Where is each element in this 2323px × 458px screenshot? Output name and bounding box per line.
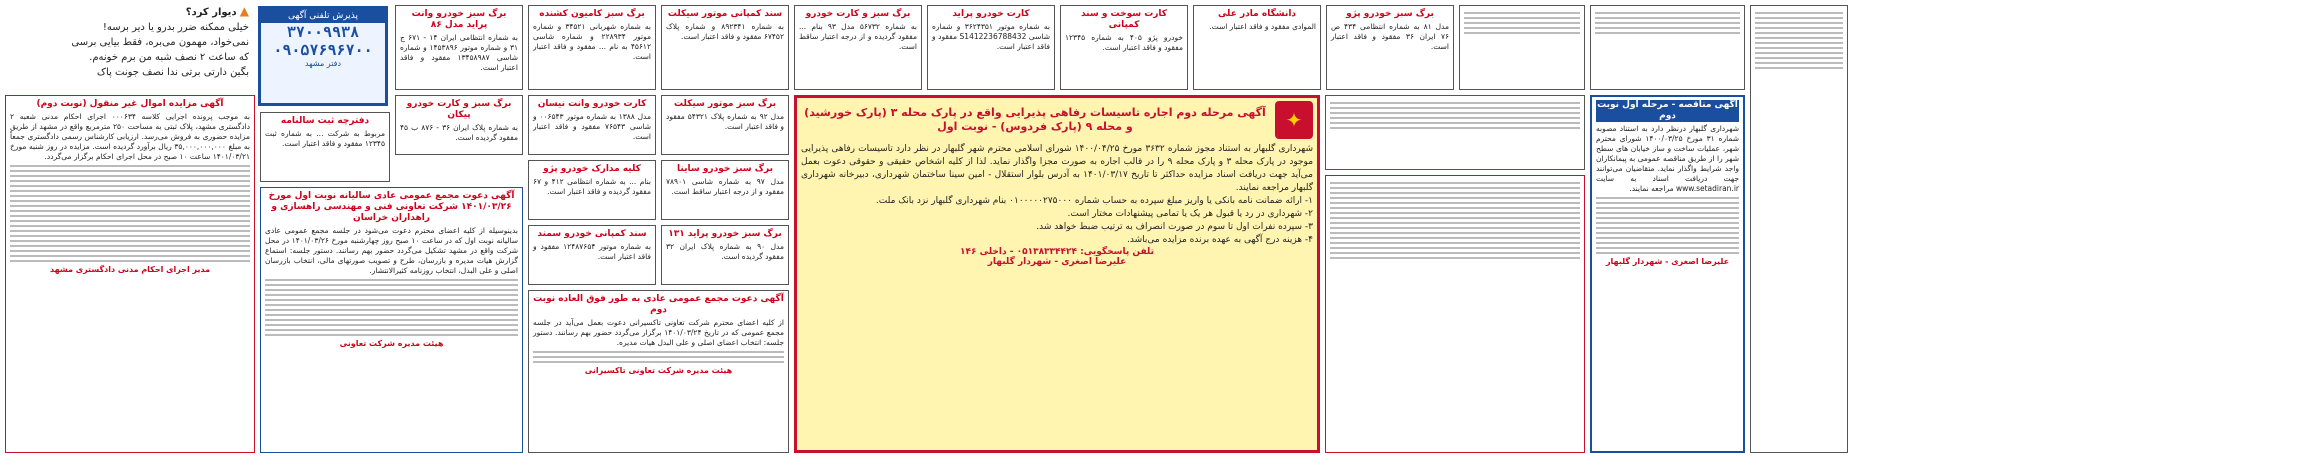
ad-title: برگ سبز و کارت خودرو	[805, 9, 911, 19]
promo-box	[0, 0, 255, 90]
classified-ad	[1459, 5, 1585, 90]
ad-title: برگ سبز خودرو وانت پراید مدل ۸۶	[411, 9, 507, 30]
assembly-invitation	[260, 187, 523, 453]
classified-ad	[661, 95, 789, 155]
main-tender-condition: ۱- ارائه ضمانت نامه بانکی یا واریز مبلغ سپرده به حساب شماره ۰۱۰۰۰۰۰۲۷۵۰۰۰ بنام شهرداری گلبهار نزد بانک ملت.	[875, 196, 1313, 206]
main-tender-condition: ۳- سپرده نفرات اول تا سوم در صورت انصراف به ترتیب ضبط خواهد شد.	[1036, 222, 1313, 232]
callbox-sub: دفتر مشهد	[304, 59, 342, 68]
ad-body: مدل ۸۱ به شماره انتظامی ۴۳۴ ص ۷۶ ایران ۳۶ مفقود و فاقد اعتبار است.	[1331, 22, 1450, 51]
classified-ad	[1060, 5, 1188, 90]
phone-number: ۳۷۰۰۹۹۳۸	[286, 23, 360, 41]
ad-body: به شماره ۵۶۷۳۲ مدل ۹۳ بنام ... مفقود گردیده و از درجه اعتبار ساقط است.	[799, 22, 917, 51]
assembly2-signature: هیئت مدیره شرکت تعاونی تاکسیرانی	[584, 366, 733, 375]
classified-ad	[528, 225, 656, 285]
classified-ad	[395, 95, 523, 155]
ad-title: کلیه مدارک خودرو پژو	[543, 164, 641, 174]
classified-ad	[395, 5, 523, 90]
promo-line: بگین دارتی برتی ندا نصف جونت پاک	[97, 67, 249, 78]
main-tender-body: شهرداری گلبهار به استناد مجوز شماره ۳۶۳۲ مورخ ۱۴۰۰/۰۴/۲۵ شورای اسلامی محترم شهر گلبهار در نظر دارد تاسیسات رفاهی پذیرایی موجود در پارک محله ۳ و پارک محله ۹ را در قالب اجاره به صورت مجزا واگذار نماید. لذا از کلیه اشخاص حقیقی و حقوقی دعوت بعمل می‌آید جهت دریافت اسناد مزایده حداکثر تا تاریخ ۱۴۰۱/۰۳/۱۷ به آدرس بلوار استقلال - امین سینا ساختمان شهرداری، دبیرخانه شهرداری گلبهار مراجعه نمایند.	[801, 144, 1314, 193]
main-tender-signature: علیرضا اصغری - شهردار گلبهار	[987, 257, 1127, 267]
promo-line: نمی‌خواد، مهمون می‌بره، فقط بیایی برسی	[71, 37, 249, 48]
main-tender-condition: ۴- هزینه درج آگهی به عهده برنده مزایده می‌باشد.	[1127, 235, 1313, 245]
callbox-title: پذیرش تلفنی آگهی	[261, 9, 385, 23]
promo-line: خیلی ممکنه ضرر بدرو یا دیر برسه!	[102, 22, 249, 33]
classified-ad	[661, 225, 789, 285]
note-icon: ▲	[239, 4, 249, 18]
classified-ad	[528, 5, 656, 90]
right-tender-body: شهرداری گلبهار درنظر دارد به استناد مصوبه شماره ۳۱ مورخ ۱۴۰۰/۰۳/۲۵ شورای محترم شهر، عملیات ساخت و ساز خیابان های سطح شهر را از طریق مناقصه عمومی به پیمانکاران واجد شرایط واگذار نماید. متقاضیان می‌توانند جهت دریافت اسناد به سایت www.setadiran.ir مراجعه نمایند.	[1596, 124, 1740, 193]
assembly-title: آگهی دعوت مجمع عمومی عادی سالیانه نوبت اول مورخ ۱۴۰۱/۰۳/۲۶ شرکت تعاونی فنی و مهندسی راهسازی و راهداران خراسان	[268, 191, 515, 223]
ad-body: مدل ۹۲ به شماره پلاک ۵۴۳۲۱ مفقود و فاقد اعتبار است.	[666, 112, 784, 131]
assembly-body: بدینوسیله از کلیه اعضای محترم دعوت می‌شود در جلسه مجمع عمومی عادی سالیانه نوبت اول که در ساعت ۱۰ صبح روز چهارشنبه مورخ ۱۴۰۱/۰۳/۲۶ در محل شرکت واقع در مشهد تشکیل می‌گردد حضور بهم رسانند. دستور جلسه: استماع گزارش هیات مدیره و بازرسان، طرح و تصویب صورتهای مالی، انتخاب بازرسان اصلی و علی البدل، انتخاب روزنامه کثیرالانتشار.	[265, 226, 518, 275]
assembly-signature: هیئت مدیره شرکت تعاونی	[339, 339, 444, 348]
ad-body: مدل ۱۳۸۸ به شماره موتور ۰۰۶۵۴۳ و شاسی ۷۶۵۴۳ مفقود و فاقد اعتبار است.	[533, 112, 652, 141]
classified-ad	[1326, 5, 1454, 90]
right-tender	[1590, 95, 1745, 453]
main-tender-title: آگهی مرحله دوم اجاره تاسیسات رفاهی پذیرایی واقع در پارک محله ۳ (پارک خورشید) و محله ۹ (پارک فردوس) - نوبت اول	[804, 106, 1266, 133]
ad-body: به شماره ۸۹۲۳۴۱ و شماره پلاک ۶۷۴۵۲ مفقود و فاقد اعتبار است.	[666, 22, 784, 41]
ad-body: مدل ۹۷ به شماره شاسی ۷۸۹۰۱ مفقود و از درجه اعتبار ساقط است.	[666, 177, 784, 196]
classified-ad	[1193, 5, 1321, 90]
ad-body: به شماره پلاک ایران ۳۶ - ۸۷۶ ب ۴۵ مفقود گردیده است.	[400, 123, 518, 142]
ad-body: به شماره انتظامی ایران ۱۴ - ۶۷۱ ج ۳۱ و شماره موتور ۱۴۵۳۸۹۶ و شماره شاسی ۱۳۴۵۸۹۸۷ مفقود و فاقد اعتبار است.	[400, 33, 518, 72]
classified-ad	[1750, 5, 1848, 453]
assembly2-title: آگهی دعوت مجمع عمومی عادی به طور فوق العاده نوبت دوم	[533, 294, 784, 315]
classified-ad	[1325, 175, 1585, 453]
ad-title: برگ سبز و کارت خودرو پیکان	[406, 99, 512, 120]
ad-title: کارت خودرو وانت نیسان	[537, 99, 647, 109]
ad-phone-box	[258, 6, 388, 106]
ad-body: به شماره موتور ۳۶۲۴۳۵۱ و شماره شاسی S1412236788432 مفقود و فاقد اعتبار است.	[932, 22, 1050, 51]
classified-ad	[260, 112, 390, 182]
classified-ad	[661, 160, 789, 220]
ad-title: برگ سبز خودرو پراید ۱۳۱	[668, 229, 782, 239]
main-tender-phone: تلفن پاسخگویی: ۰۵۱۳۸۳۳۴۴۲۴ - داخلی ۱۴۶	[960, 247, 1154, 257]
legal-notice-body: به موجب پرونده اجرایی کلاسه ۰۰۰۶۳۴ اجرای احکام مدنی شعبه ۲ دادگستری مشهد، پلاک ثبتی به مساحت ۲۵۰ مترمربع واقع در مشهد از طریق مزایده حضوری به فروش می‌رسد. ارزیابی کارشناس رسمی دادگستری جمعاً به مبلغ ۳۵,۰۰۰,۰۰۰,۰۰۰ ریال برآورد گردیده است. مزایده در روز شنبه مورخ ۱۴۰۱/۰۳/۲۱ ساعت ۱۰ صبح در محل اجرای احکام برگزار می‌گردد.	[10, 112, 250, 161]
blank-margin	[1853, 0, 2323, 458]
promo-title: دیوار کرد؟	[185, 7, 237, 18]
ad-title: برگ سبز خودرو پژو	[1346, 9, 1434, 19]
legal-notice-signature: مدیر اجرای احکام مدنی دادگستری مشهد	[49, 265, 211, 274]
right-tender-signature: علیرضا اصغری - شهردار گلبهار	[1605, 257, 1730, 266]
classified-ad	[661, 5, 789, 90]
legal-notice-title: آگهی مزایده اموال غیر منقول (نوبت دوم)	[36, 99, 224, 109]
legal-notice	[5, 95, 255, 453]
ad-body: بنام ... به شماره انتظامی ۴۱۲ و ۶۷ مفقود گردیده و فاقد اعتبار است.	[533, 177, 652, 196]
right-tender-title: آگهی مناقصه - مرحله اول نوبت دوم	[1597, 100, 1738, 121]
ad-title: سند کمپانی خودرو سمند	[537, 229, 647, 239]
ad-title: برگ سبز کامیون کشنده	[539, 9, 645, 19]
assembly-invitation-2	[528, 290, 789, 453]
municipality-logo-icon: ✦	[1275, 101, 1313, 139]
ad-title: کارت سوخت و سند کمپانی	[1080, 9, 1168, 30]
ad-body: به شماره موتور ۱۲۴۸۷۶۵۴ مفقود و فاقد اعتبار است.	[533, 242, 651, 261]
classified-ad	[528, 160, 656, 220]
phone-number-mobile: ۰۹۰۵۷۶۹۶۷۰۰	[273, 41, 373, 59]
classified-ad	[1590, 5, 1745, 90]
ad-title: برگ سبز خودرو ساینا	[677, 164, 773, 174]
ad-body: مدل ۹۰ به شماره پلاک ایران ۳۲ مفقود گردیده است.	[666, 242, 784, 261]
assembly2-body: از کلیه اعضای محترم شرکت تعاونی تاکسیرانی دعوت بعمل می‌آید در جلسه مجمع عمومی که در تاریخ ۱۴۰۱/۰۳/۲۴ برگزار می‌گردد حضور بهم رسانند. دستور جلسه: انتخاب اعضای اصلی و علی البدل هیات مدیره.	[533, 318, 784, 347]
ad-title: کارت خودرو پراید	[952, 9, 1030, 19]
ad-body: مربوط به شرکت ... به شماره ثبت ۱۲۳۴۵ مفقود و فاقد اعتبار است.	[265, 129, 385, 148]
ad-title: دانشگاه مادر علی	[1217, 9, 1297, 19]
main-tender-condition: ۲- شهرداری در رد یا قبول هر یک یا تمامی پیشنهادات مختار است.	[1067, 209, 1313, 219]
ad-body: به شماره شهربانی ۳۴۵۲۱ و شماره موتور ۲۲۸۹۳۴ و شماره شاسی ۴۵۶۱۲ به نام ... مفقود و فاقد اعتبار است.	[533, 22, 651, 61]
promo-line: که ساعت ۲ نصف شبه من برم خونه‌م.	[89, 52, 249, 63]
classified-ad	[528, 95, 656, 155]
ad-body: الموادی مفقود و فاقد اعتبار است.	[1209, 22, 1316, 31]
ad-title: دفترچه ثبت سالنامه	[280, 116, 370, 126]
ad-title: برگ سبز موتور سیکلت	[673, 99, 777, 109]
classified-ad	[1325, 95, 1585, 170]
classified-ad	[927, 5, 1055, 90]
ad-body: خودرو پژو ۴۰۵ به شماره ۱۲۳۴۵ مفقود و فاقد اعتبار است.	[1065, 33, 1184, 52]
main-tender	[794, 95, 1320, 453]
classified-ad	[794, 5, 922, 90]
ad-title: سند کمپانی موتور سیکلت	[667, 9, 783, 19]
